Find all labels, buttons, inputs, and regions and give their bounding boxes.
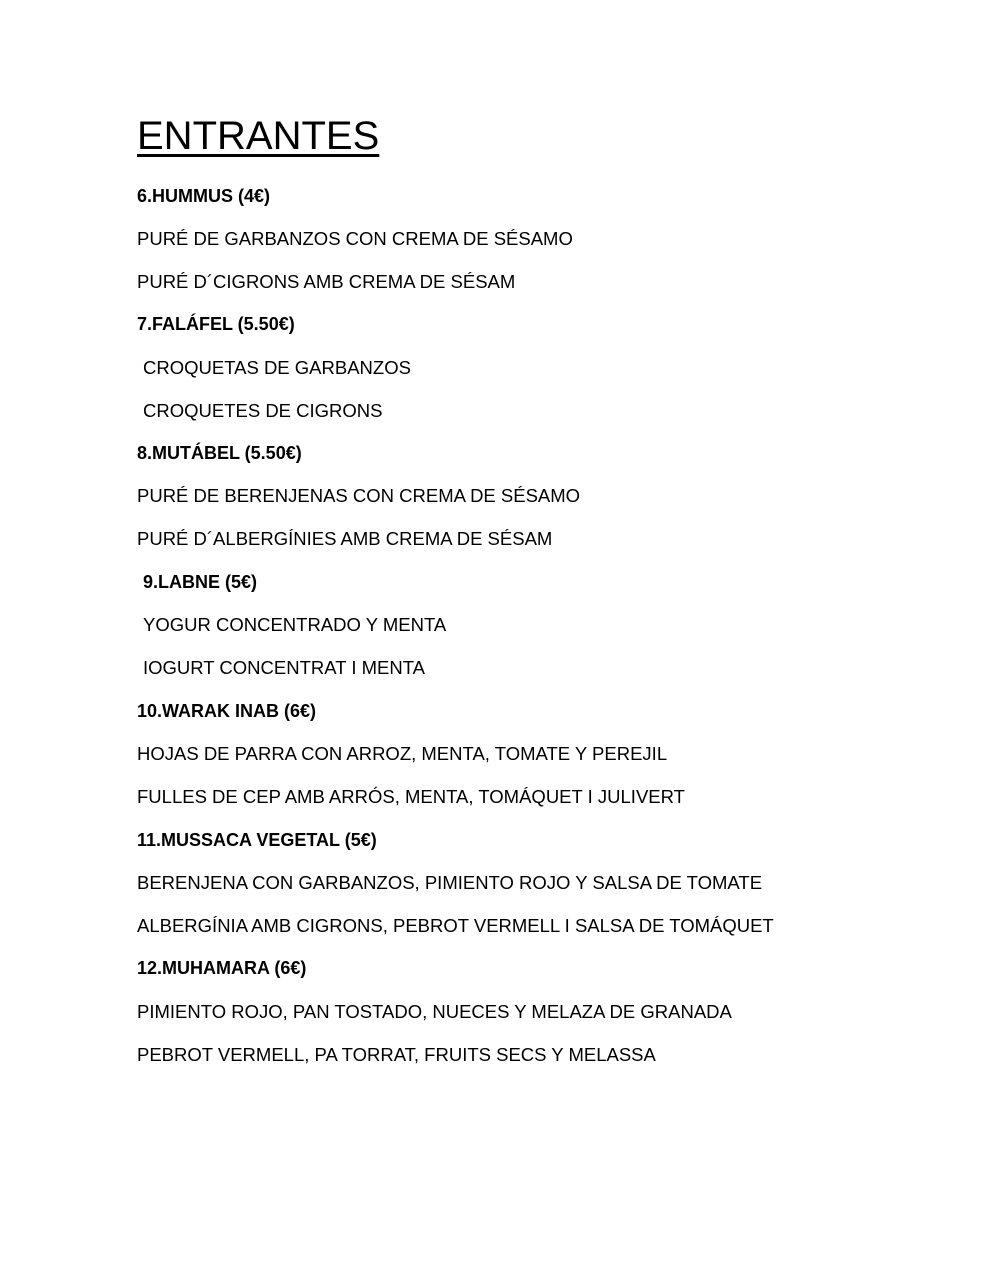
menu-item-description-ca: CROQUETES DE CIGRONS	[143, 400, 383, 421]
menu-item-heading: 10.WARAK INAB (6€)	[137, 701, 317, 721]
menu-item-description-es: HOJAS DE PARRA CON ARROZ, MENTA, TOMATE Y PEREJIL	[137, 743, 668, 764]
page-title: ENTRANTES	[137, 114, 380, 158]
menu-item-heading: 12.MUHAMARA (6€)	[137, 958, 307, 978]
menu-item-heading: 7.FALÁFEL (5.50€)	[137, 314, 295, 334]
menu-item-heading: 8.MUTÁBEL (5.50€)	[137, 443, 302, 463]
menu-item-description-ca: PEBROT VERMELL, PA TORRAT, FRUITS SECS Y MELASSA	[137, 1044, 656, 1065]
menu-item-description-ca: PURÉ D´CIGRONS AMB CREMA DE SÉSAM	[137, 271, 516, 292]
menu-item-description-es: YOGUR CONCENTRADO Y MENTA	[143, 614, 447, 635]
menu-item-heading: 6.HUMMUS (4€)	[137, 186, 271, 206]
menu-item-description-es: BERENJENA CON GARBANZOS, PIMIENTO ROJO Y SALSA DE TOMATE	[137, 872, 763, 893]
menu-item-description-es: CROQUETAS DE GARBANZOS	[143, 357, 411, 378]
menu-item-description-ca: PURÉ D´ALBERGÍNIES AMB CREMA DE SÉSAM	[137, 528, 553, 549]
menu-item-description-es: PURÉ DE BERENJENAS CON CREMA DE SÉSAMO	[137, 485, 581, 506]
menu-item-description-ca: IOGURT CONCENTRAT I MENTA	[143, 657, 425, 678]
menu-item-heading: 11.MUSSACA VEGETAL (5€)	[137, 830, 377, 850]
menu-item-description-es: PIMIENTO ROJO, PAN TOSTADO, NUECES Y MELAZA DE GRANADA	[137, 1001, 732, 1022]
menu-item-heading: 9.LABNE (5€)	[143, 572, 258, 592]
menu-item-description-ca: FULLES DE CEP AMB ARRÓS, MENTA, TOMÁQUET I JULIVERT	[137, 786, 685, 807]
menu-item-description-ca: ALBERGÍNIA AMB CIGRONS, PEBROT VERMELL I SALSA DE TOMÁQUET	[137, 915, 774, 936]
menu-item-description-es: PURÉ DE GARBANZOS CON CREMA DE SÉSAMO	[137, 228, 573, 249]
